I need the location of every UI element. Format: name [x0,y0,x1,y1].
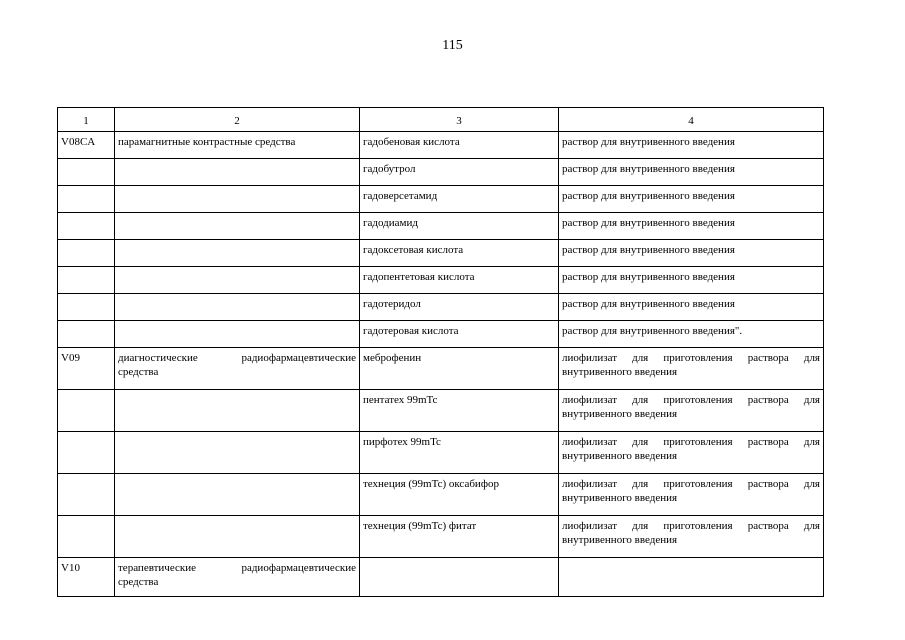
table-row [58,516,824,558]
table-row [58,132,824,159]
table-row [58,348,824,390]
table-row [58,159,824,186]
header-cell-4: 4 [559,108,824,132]
atc-code-cell [58,186,115,213]
group-name-cell [115,186,360,213]
dosage-form-cell: раствор для внутривенного введения [559,132,824,159]
atc-code-cell: V08CA [58,132,115,159]
drug-classification-table [57,107,824,597]
dosage-form-cell: лиофилизат для приготовления раствора для внутривенного введения [559,432,824,474]
atc-code-cell [58,267,115,294]
atc-code-cell [58,321,115,348]
dosage-form-cell: раствор для внутривенного введения [559,186,824,213]
table-row [58,267,824,294]
atc-code-cell [58,516,115,558]
atc-code-cell [58,390,115,432]
atc-code-cell [58,159,115,186]
atc-code-cell: V09 [58,348,115,390]
substance-cell: гадодиамид [360,213,559,240]
table-row [58,186,824,213]
dosage-form-cell [559,558,824,597]
table-row [58,321,824,348]
header-cell-3: 3 [360,108,559,132]
substance-cell: гадобутрол [360,159,559,186]
atc-code-cell [58,294,115,321]
group-name-cell [115,474,360,516]
group-name-cell [115,390,360,432]
dosage-form-cell: раствор для внутривенного введения [559,267,824,294]
atc-code-cell [58,240,115,267]
group-name-cell [115,321,360,348]
substance-cell: гадотеридол [360,294,559,321]
table-row [58,474,824,516]
atc-code-cell [58,432,115,474]
dosage-form-cell: раствор для внутривенного введения". [559,321,824,348]
substance-cell: гадопентетовая кислота [360,267,559,294]
atc-code-cell [58,474,115,516]
substance-cell: меброфенин [360,348,559,390]
group-name-cell [115,432,360,474]
substance-cell [360,558,559,597]
atc-code-cell: V10 [58,558,115,597]
header-cell-2: 2 [115,108,360,132]
substance-cell: гадотеровая кислота [360,321,559,348]
page-number: 115 [442,38,463,53]
dosage-form-cell: раствор для внутривенного введения [559,294,824,321]
atc-code-cell [58,213,115,240]
group-name-cell [115,267,360,294]
group-name-cell [115,240,360,267]
substance-cell: гадобеновая кислота [360,132,559,159]
dosage-form-cell: лиофилизат для приготовления раствора для внутривенного введения [559,474,824,516]
substance-cell: гадоверсетамид [360,186,559,213]
dosage-form-cell: лиофилизат для приготовления раствора для внутривенного введения [559,348,824,390]
substance-cell: пирфотех 99mTc [360,432,559,474]
dosage-form-cell: лиофилизат для приготовления раствора для внутривенного введения [559,516,824,558]
dosage-form-cell: раствор для внутривенного введения [559,213,824,240]
dosage-form-cell: раствор для внутривенного введения [559,159,824,186]
dosage-form-cell: раствор для внутривенного введения [559,240,824,267]
group-name-cell: диагностические радиофармацевтические средства [115,348,360,390]
table-row [58,240,824,267]
group-name-cell [115,516,360,558]
table-row [58,432,824,474]
group-name-cell [115,159,360,186]
header-cell-1: 1 [58,108,115,132]
table-row [58,558,824,597]
table-row [58,390,824,432]
substance-cell: технеция (99mTc) фитат [360,516,559,558]
substance-cell: пентатех 99mTc [360,390,559,432]
header-row [58,108,824,132]
substance-cell: гадоксетовая кислота [360,240,559,267]
dosage-form-cell: лиофилизат для приготовления раствора для внутривенного введения [559,390,824,432]
substance-cell: технеция (99mTc) оксабифор [360,474,559,516]
table-row [58,213,824,240]
group-name-cell: парамагнитные контрастные средства [115,132,360,159]
table-row [58,294,824,321]
group-name-cell [115,294,360,321]
group-name-cell: терапевтические радиофармацевтические средства [115,558,360,597]
group-name-cell [115,213,360,240]
